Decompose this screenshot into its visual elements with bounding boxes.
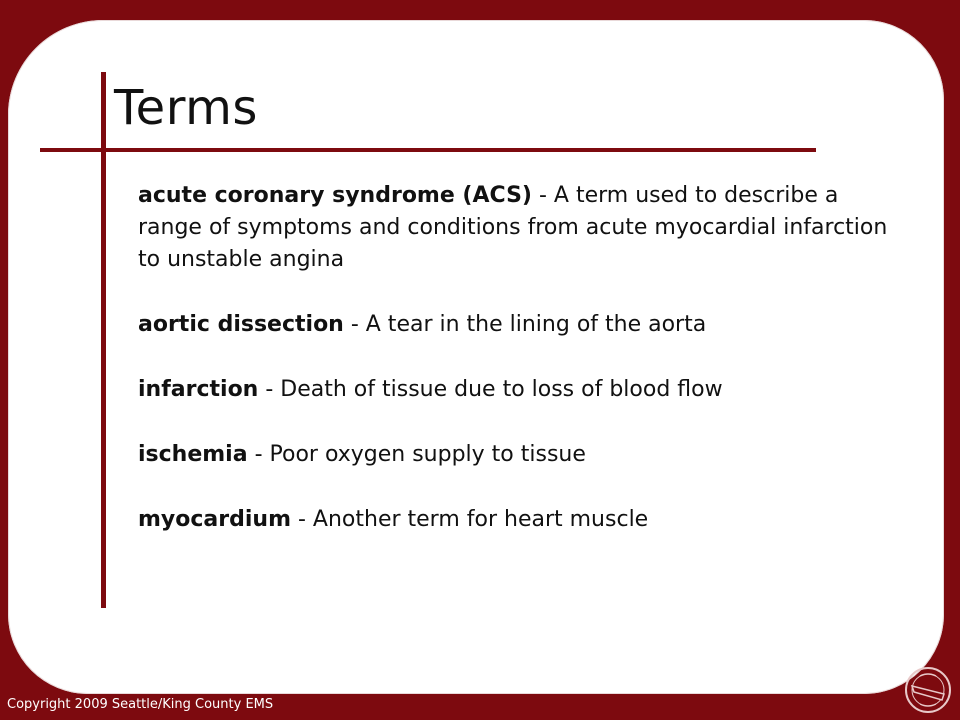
term-item xyxy=(138,180,898,276)
horizontal-accent-line xyxy=(40,148,816,152)
vertical-accent-line xyxy=(101,72,106,608)
term-item xyxy=(138,374,898,406)
terms-list xyxy=(138,180,898,569)
term-definition: - A term used to describe a range of symptoms and conditions from acute myocardial infarction to unstable angina xyxy=(138,183,888,272)
term-name: ischemia xyxy=(138,442,248,467)
king-county-seal-icon xyxy=(902,664,954,716)
term-definition: - Death of tissue due to loss of blood flow xyxy=(258,377,723,402)
term-name: acute coronary syndrome (ACS) xyxy=(138,183,532,208)
term-name: infarction xyxy=(138,377,259,402)
term-name: aortic dissection xyxy=(138,312,344,337)
term-definition: - Poor oxygen supply to tissue xyxy=(247,442,586,467)
term-item xyxy=(138,309,898,341)
term-definition: - A tear in the lining of the aorta xyxy=(343,312,707,337)
copyright-text: Copyright 2009 Seattle/King County EMS xyxy=(7,697,274,712)
term-item xyxy=(138,439,898,471)
term-name: myocardium xyxy=(138,507,291,532)
term-definition: - Another term for heart muscle xyxy=(291,507,649,532)
slide-title: Terms xyxy=(114,80,258,136)
term-item xyxy=(138,504,898,536)
